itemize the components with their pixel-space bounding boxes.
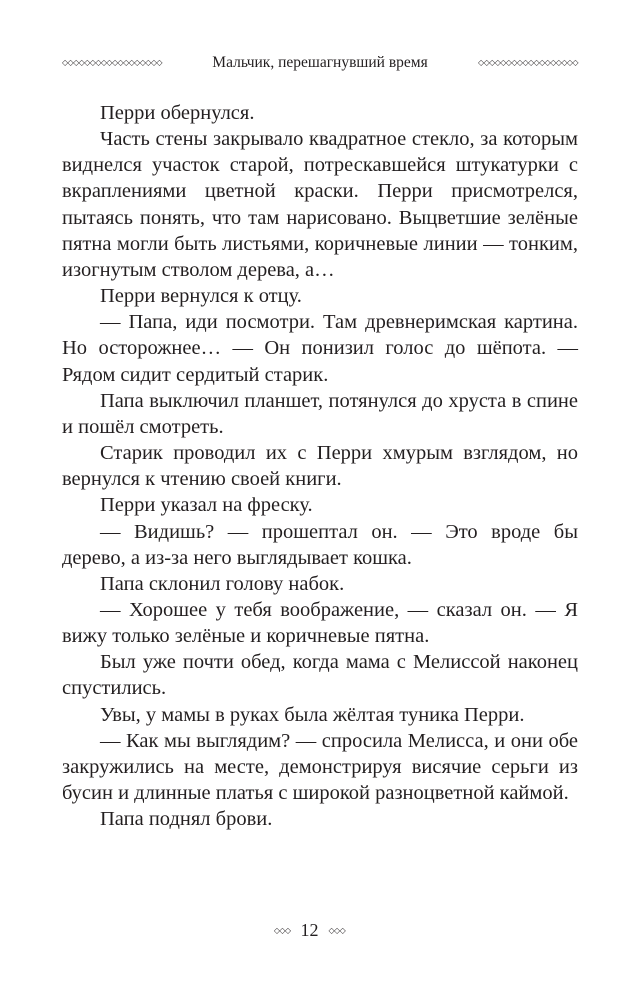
book-title: Мальчик, перешагнувший время xyxy=(212,54,428,71)
paragraph: — Как мы выглядим? — спросила Мелисса, и они обе закружились на месте, демонстрируя висячие серьги из бусин и длинные платья с широкой разноцветной каймой. xyxy=(62,729,578,805)
page-body xyxy=(62,100,578,832)
paragraph: Был уже почти обед, когда мама с Мелиссой наконец спустились. xyxy=(62,651,578,700)
paragraph: Папа выключил планшет, потянулся до хруста в спине и пошёл смотреть. xyxy=(62,389,578,438)
paragraph: — Папа, иди посмотри. Там древнеримская картина. Но осторожнее… — Он понизил голос до шёпота. — Рядом сидит сердитый старик. xyxy=(62,311,578,386)
paragraph: Перри указал на фреску. xyxy=(100,494,313,517)
paragraph: Часть стены закрывало квадратное стекло, за которым виднелся участок старой, потрескавшейся штукатурки с вкраплениями цветной краски. Перри присмотрелся, пытаясь понять, что там нарисовано. Выцветшие зелёные пятна могли быть листьями, коричневые линии — тонким, изогнутым стволом дерева, а… xyxy=(62,128,578,281)
paragraph: Папа поднял брови. xyxy=(100,808,273,831)
paragraph: Перри обернулся. xyxy=(100,102,255,124)
running-header xyxy=(62,52,578,74)
footer-ornament-right: ◇◇◇ xyxy=(328,926,346,935)
paragraph: Перри вернулся к отцу. xyxy=(100,285,302,308)
page-number: 12 xyxy=(300,920,319,940)
header-ornament-left: ◇◇◇◇◇◇◇◇◇◇◇◇◇◇◇◇◇◇ xyxy=(62,58,162,67)
footer-ornament-left: ◇◇◇ xyxy=(273,926,291,935)
paragraph: Увы, у мамы в руках была жёлтая туника Перри. xyxy=(100,703,525,726)
page-footer xyxy=(0,920,619,941)
paragraph: Папа склонил голову набок. xyxy=(100,572,345,595)
paragraph: — Хорошее у тебя воображение, — сказал он. — Я вижу только зелёные и коричневые пятна. xyxy=(62,598,578,648)
paragraph: — Видишь? — прошептал он. — Это вроде бы дерево, а из-за него выглядывает кошка. xyxy=(62,520,578,569)
header-ornament-right: ◇◇◇◇◇◇◇◇◇◇◇◇◇◇◇◇◇◇ xyxy=(478,58,578,67)
paragraph: Старик проводил их с Перри хмурым взглядом, но вернулся к чтению своей книги. xyxy=(62,442,578,491)
